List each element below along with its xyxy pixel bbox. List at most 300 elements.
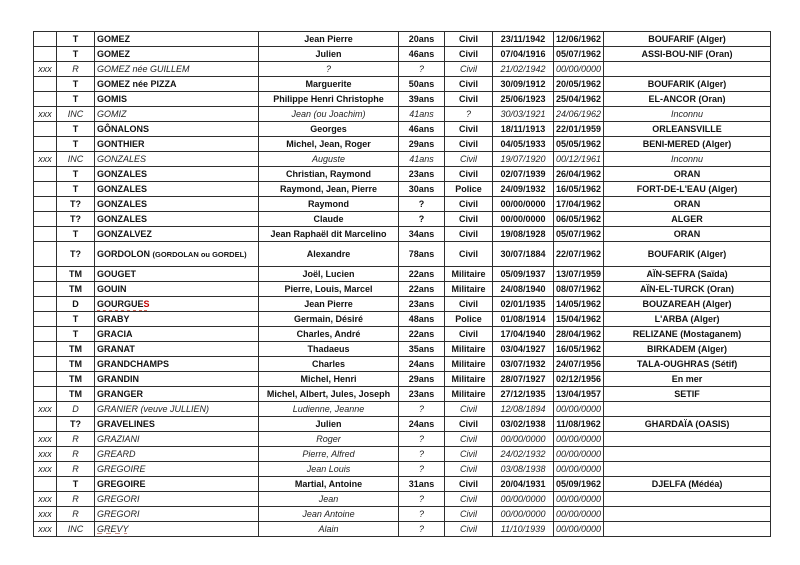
table-row [34, 447, 771, 462]
cell-status: T [57, 327, 95, 342]
cell-death: 08/07/1962 [554, 282, 604, 297]
cell-firstname: Charles, André [259, 327, 399, 342]
cell-death: 14/05/1962 [554, 297, 604, 312]
cell-category: Militaire [445, 387, 493, 402]
table-row [34, 62, 771, 77]
cell-category: Civil [445, 447, 493, 462]
cell-name [95, 32, 259, 47]
cell-name [95, 327, 259, 342]
cell-age: 35ans [399, 342, 445, 357]
cell-place: RELIZANE (Mostaganem) [604, 327, 771, 342]
cell-firstname: Pierre, Alfred [259, 447, 399, 462]
cell-status: T [57, 477, 95, 492]
cell-name [95, 242, 259, 267]
cell-place: Inconnu [604, 107, 771, 122]
cell-category: Civil [445, 297, 493, 312]
table-row [34, 417, 771, 432]
cell-category: Civil [445, 242, 493, 267]
cell-place: BOUFARIF (Alger) [604, 32, 771, 47]
cell-status: INC [57, 107, 95, 122]
cell-birth: 03/08/1938 [493, 462, 554, 477]
cell-death: 00/00/0000 [554, 507, 604, 522]
table-row [34, 152, 771, 167]
cell-marker [34, 282, 57, 297]
cell-status: D [57, 297, 95, 312]
cell-name [95, 47, 259, 62]
cell-death: 12/06/1962 [554, 32, 604, 47]
cell-age: 39ans [399, 92, 445, 107]
cell-age: ? [399, 522, 445, 537]
cell-marker: xxx [34, 402, 57, 417]
cell-death: 24/07/1956 [554, 357, 604, 372]
cell-category: Militaire [445, 342, 493, 357]
cell-status: R [57, 432, 95, 447]
cell-firstname: Alexandre [259, 242, 399, 267]
cell-status: T? [57, 197, 95, 212]
surname-text: GRACIA [97, 329, 133, 339]
cell-place [604, 432, 771, 447]
cell-birth: 18/11/1913 [493, 122, 554, 137]
cell-place: SETIF [604, 387, 771, 402]
cell-age: 22ans [399, 282, 445, 297]
cell-category: Civil [445, 212, 493, 227]
cell-name [95, 77, 259, 92]
cell-name [95, 432, 259, 447]
cell-firstname: Alain [259, 522, 399, 537]
cell-firstname: Martial, Antoine [259, 477, 399, 492]
cell-birth: 11/10/1939 [493, 522, 554, 537]
cell-place [604, 462, 771, 477]
cell-age: 20ans [399, 32, 445, 47]
cell-firstname: Christian, Raymond [259, 167, 399, 182]
surname-text: GREGOIRE [97, 464, 146, 474]
cell-status: T [57, 32, 95, 47]
cell-marker: xxx [34, 447, 57, 462]
cell-name [95, 342, 259, 357]
surname-text: GRAZIANI [97, 434, 140, 444]
cell-place: ALGER [604, 212, 771, 227]
surname-text: GOMIZ [97, 109, 127, 119]
cell-birth: 30/07/1884 [493, 242, 554, 267]
table-row [34, 492, 771, 507]
surname-text: GREVY [97, 524, 129, 534]
cell-name [95, 182, 259, 197]
cell-status: TM [57, 282, 95, 297]
table-row [34, 227, 771, 242]
cell-death: 00/00/0000 [554, 522, 604, 537]
cell-marker [34, 267, 57, 282]
cell-category: Civil [445, 77, 493, 92]
cell-status: TM [57, 267, 95, 282]
cell-marker [34, 197, 57, 212]
cell-status: INC [57, 152, 95, 167]
cell-place [604, 522, 771, 537]
cell-firstname: Auguste [259, 152, 399, 167]
cell-death: 15/04/1962 [554, 312, 604, 327]
cell-death: 26/04/1962 [554, 167, 604, 182]
cell-firstname: Charles [259, 357, 399, 372]
cell-status: T [57, 227, 95, 242]
cell-age: 48ans [399, 312, 445, 327]
surname-text: GOMEZ [97, 34, 130, 44]
table-row [34, 107, 771, 122]
cell-name [95, 447, 259, 462]
cell-category: Militaire [445, 372, 493, 387]
cell-firstname: Michel, Henri [259, 372, 399, 387]
cell-place: ORAN [604, 167, 771, 182]
cell-birth: 00/00/0000 [493, 492, 554, 507]
cell-death: 13/04/1957 [554, 387, 604, 402]
cell-status: D [57, 402, 95, 417]
registry-table-body [34, 32, 771, 537]
cell-birth: 07/04/1916 [493, 47, 554, 62]
cell-category: Civil [445, 417, 493, 432]
cell-name [95, 402, 259, 417]
cell-death: 05/09/1962 [554, 477, 604, 492]
cell-category: Militaire [445, 267, 493, 282]
cell-age: ? [399, 447, 445, 462]
table-row [34, 47, 771, 62]
cell-name [95, 227, 259, 242]
surname-text: GRAVELINES [97, 419, 155, 429]
cell-status: T? [57, 212, 95, 227]
cell-category: Civil [445, 122, 493, 137]
cell-category: Civil [445, 32, 493, 47]
cell-marker [34, 32, 57, 47]
cell-status: R [57, 507, 95, 522]
cell-birth: 19/08/1928 [493, 227, 554, 242]
cell-age: 31ans [399, 477, 445, 492]
cell-age: ? [399, 507, 445, 522]
cell-death: 20/05/1962 [554, 77, 604, 92]
cell-category: Civil [445, 492, 493, 507]
cell-birth: 23/11/1942 [493, 32, 554, 47]
table-row [34, 137, 771, 152]
cell-age: ? [399, 402, 445, 417]
cell-age: 34ans [399, 227, 445, 242]
cell-marker [34, 227, 57, 242]
cell-marker [34, 122, 57, 137]
cell-firstname: Germain, Désiré [259, 312, 399, 327]
cell-marker [34, 357, 57, 372]
table-row [34, 327, 771, 342]
surname-text: GOMIS [97, 94, 128, 104]
cell-place: L'ARBA (Alger) [604, 312, 771, 327]
cell-firstname: Jean Louis [259, 462, 399, 477]
cell-birth: 02/01/1935 [493, 297, 554, 312]
cell-firstname: Jean Pierre [259, 297, 399, 312]
cell-marker: xxx [34, 152, 57, 167]
cell-status: TM [57, 342, 95, 357]
cell-age: 78ans [399, 242, 445, 267]
cell-age: 41ans [399, 107, 445, 122]
cell-name [95, 62, 259, 77]
cell-death: 17/04/1962 [554, 197, 604, 212]
cell-death: 25/04/1962 [554, 92, 604, 107]
cell-place: ORLEANSVILLE [604, 122, 771, 137]
cell-death: 05/05/1962 [554, 137, 604, 152]
cell-death: 06/05/1962 [554, 212, 604, 227]
cell-firstname: Julien [259, 417, 399, 432]
surname-red-letter: S [143, 299, 150, 309]
cell-firstname: Philippe Henri Christophe [259, 92, 399, 107]
cell-name [95, 297, 259, 312]
cell-age: 50ans [399, 77, 445, 92]
cell-marker [34, 242, 57, 267]
cell-death: 05/07/1962 [554, 227, 604, 242]
surname-text: GREGORI [97, 509, 140, 519]
cell-death: 28/04/1962 [554, 327, 604, 342]
cell-status: INC [57, 522, 95, 537]
cell-birth: 12/08/1894 [493, 402, 554, 417]
cell-birth: 24/09/1932 [493, 182, 554, 197]
cell-death: 00/00/0000 [554, 402, 604, 417]
cell-place [604, 507, 771, 522]
cell-name [95, 212, 259, 227]
cell-firstname: Ludienne, Jeanne [259, 402, 399, 417]
cell-name [95, 152, 259, 167]
cell-death: 00/00/0000 [554, 432, 604, 447]
cell-status: R [57, 492, 95, 507]
surname-text: GONZALES [97, 214, 148, 224]
cell-death: 00/00/0000 [554, 462, 604, 477]
table-row [34, 522, 771, 537]
cell-place: AÏN-SEFRA (Saïda) [604, 267, 771, 282]
cell-death: 00/00/0000 [554, 62, 604, 77]
cell-death: 11/08/1962 [554, 417, 604, 432]
cell-marker [34, 137, 57, 152]
cell-marker [34, 212, 57, 227]
cell-birth: 03/02/1938 [493, 417, 554, 432]
cell-marker [34, 417, 57, 432]
surname-text: GREGOIRE [97, 479, 146, 489]
cell-age: 29ans [399, 372, 445, 387]
cell-death: 00/00/0000 [554, 492, 604, 507]
cell-name [95, 92, 259, 107]
table-row [34, 297, 771, 312]
cell-firstname: Roger [259, 432, 399, 447]
cell-death: 00/12/1961 [554, 152, 604, 167]
cell-place: FORT-DE-L'EAU (Alger) [604, 182, 771, 197]
cell-marker [34, 92, 57, 107]
cell-name [95, 167, 259, 182]
cell-category: Civil [445, 92, 493, 107]
table-row [34, 312, 771, 327]
cell-place [604, 492, 771, 507]
cell-marker [34, 372, 57, 387]
cell-age: 46ans [399, 47, 445, 62]
cell-age: 41ans [399, 152, 445, 167]
table-row [34, 167, 771, 182]
cell-category: Civil [445, 227, 493, 242]
cell-firstname: Julien [259, 47, 399, 62]
cell-name [95, 462, 259, 477]
table-row [34, 282, 771, 297]
cell-name [95, 122, 259, 137]
cell-firstname: Joël, Lucien [259, 267, 399, 282]
cell-age: 24ans [399, 357, 445, 372]
cell-firstname: Michel, Jean, Roger [259, 137, 399, 152]
cell-status: TM [57, 387, 95, 402]
cell-death: 16/05/1962 [554, 182, 604, 197]
cell-birth: 30/03/1921 [493, 107, 554, 122]
cell-place: BOUZAREAH (Alger) [604, 297, 771, 312]
cell-category: Militaire [445, 282, 493, 297]
cell-age: 46ans [399, 122, 445, 137]
cell-birth: 19/07/1920 [493, 152, 554, 167]
cell-place: BOUFARIK (Alger) [604, 77, 771, 92]
cell-name [95, 477, 259, 492]
cell-category: Civil [445, 152, 493, 167]
table-row [34, 182, 771, 197]
cell-birth: 28/07/1927 [493, 372, 554, 387]
cell-marker: xxx [34, 62, 57, 77]
table-row [34, 432, 771, 447]
cell-name [95, 312, 259, 327]
cell-status: T [57, 182, 95, 197]
cell-place: ASSI-BOU-NIF (Oran) [604, 47, 771, 62]
cell-death: 05/07/1962 [554, 47, 604, 62]
surname-text: GOURGUE [97, 299, 144, 309]
cell-birth: 24/08/1940 [493, 282, 554, 297]
cell-birth: 30/09/1912 [493, 77, 554, 92]
cell-marker [34, 167, 57, 182]
cell-category: Civil [445, 432, 493, 447]
cell-place: ORAN [604, 227, 771, 242]
cell-status: T [57, 77, 95, 92]
table-row [34, 92, 771, 107]
cell-death: 16/05/1962 [554, 342, 604, 357]
cell-category: Civil [445, 402, 493, 417]
surname-text: GONZALVEZ [97, 229, 152, 239]
cell-marker: xxx [34, 462, 57, 477]
table-row [34, 507, 771, 522]
cell-status: R [57, 462, 95, 477]
cell-firstname: ? [259, 62, 399, 77]
cell-category: Civil [445, 47, 493, 62]
cell-name [95, 417, 259, 432]
cell-firstname: Raymond [259, 197, 399, 212]
cell-death: 24/06/1962 [554, 107, 604, 122]
surname-text: GÔNALONS [97, 124, 150, 134]
surname-text: GONTHIER [97, 139, 145, 149]
surname-text: GONZALES [97, 154, 147, 164]
table-row [34, 402, 771, 417]
cell-birth: 27/12/1935 [493, 387, 554, 402]
surname-text: GONZALES [97, 169, 148, 179]
cell-birth: 00/00/0000 [493, 197, 554, 212]
surname-text: GRANIER (veuve JULLIEN) [97, 404, 210, 414]
cell-age: 23ans [399, 387, 445, 402]
cell-name [95, 507, 259, 522]
cell-marker [34, 47, 57, 62]
cell-status: T [57, 167, 95, 182]
cell-name [95, 282, 259, 297]
cell-status: T [57, 312, 95, 327]
surname-text: GRANGER [97, 389, 144, 399]
cell-place: Inconnu [604, 152, 771, 167]
table-row [34, 477, 771, 492]
cell-age: 24ans [399, 417, 445, 432]
cell-category: Civil [445, 62, 493, 77]
surname-text: GONZALES [97, 184, 148, 194]
cell-marker [34, 387, 57, 402]
surname-text: GOMEZ née PIZZA [97, 79, 177, 89]
cell-birth: 02/07/1939 [493, 167, 554, 182]
table-row [34, 32, 771, 47]
cell-marker: xxx [34, 522, 57, 537]
cell-place [604, 447, 771, 462]
cell-name [95, 492, 259, 507]
cell-status: T [57, 137, 95, 152]
cell-age: ? [399, 492, 445, 507]
cell-category: Civil [445, 477, 493, 492]
table-row [34, 357, 771, 372]
cell-category: Police [445, 182, 493, 197]
cell-firstname: Pierre, Louis, Marcel [259, 282, 399, 297]
cell-age: 22ans [399, 267, 445, 282]
surname-text: GRANAT [97, 344, 135, 354]
cell-place: BENI-MERED (Alger) [604, 137, 771, 152]
cell-status: T? [57, 242, 95, 267]
surname-text: GRABY [97, 314, 130, 324]
cell-category: Civil [445, 522, 493, 537]
cell-place [604, 402, 771, 417]
cell-place: EL-ANCOR (Oran) [604, 92, 771, 107]
surname-text: GOUGET [97, 269, 137, 279]
cell-place: ORAN [604, 197, 771, 212]
cell-category: Civil [445, 462, 493, 477]
cell-age: ? [399, 462, 445, 477]
cell-firstname: Raymond, Jean, Pierre [259, 182, 399, 197]
cell-birth: 01/08/1914 [493, 312, 554, 327]
cell-firstname: Jean Pierre [259, 32, 399, 47]
cell-marker [34, 312, 57, 327]
cell-marker [34, 182, 57, 197]
cell-firstname: Jean [259, 492, 399, 507]
cell-marker: xxx [34, 507, 57, 522]
cell-birth: 17/04/1940 [493, 327, 554, 342]
cell-age: ? [399, 212, 445, 227]
cell-death: 13/07/1959 [554, 267, 604, 282]
cell-category: Civil [445, 327, 493, 342]
cell-name [95, 267, 259, 282]
cell-category: Civil [445, 507, 493, 522]
cell-firstname: Jean Antoine [259, 507, 399, 522]
cell-death: 22/01/1959 [554, 122, 604, 137]
cell-birth: 03/04/1927 [493, 342, 554, 357]
cell-birth: 24/02/1932 [493, 447, 554, 462]
cell-place [604, 62, 771, 77]
table-row [34, 372, 771, 387]
table-row [34, 342, 771, 357]
surname-text: GOMEZ [97, 49, 130, 59]
cell-place: BOUFARIK (Alger) [604, 242, 771, 267]
table-row [34, 462, 771, 477]
surname-text: GOUIN [97, 284, 127, 294]
cell-place: BIRKADEM (Alger) [604, 342, 771, 357]
cell-firstname: Thadaeus [259, 342, 399, 357]
cell-marker: xxx [34, 107, 57, 122]
cell-name [95, 107, 259, 122]
surname-alias-text: (GORDOLAN ou GORDEL) [152, 250, 247, 259]
cell-marker [34, 477, 57, 492]
cell-birth: 25/06/1923 [493, 92, 554, 107]
cell-status: T [57, 47, 95, 62]
cell-marker: xxx [34, 492, 57, 507]
surname-text: GRANDIN [97, 374, 139, 384]
cell-firstname: Georges [259, 122, 399, 137]
